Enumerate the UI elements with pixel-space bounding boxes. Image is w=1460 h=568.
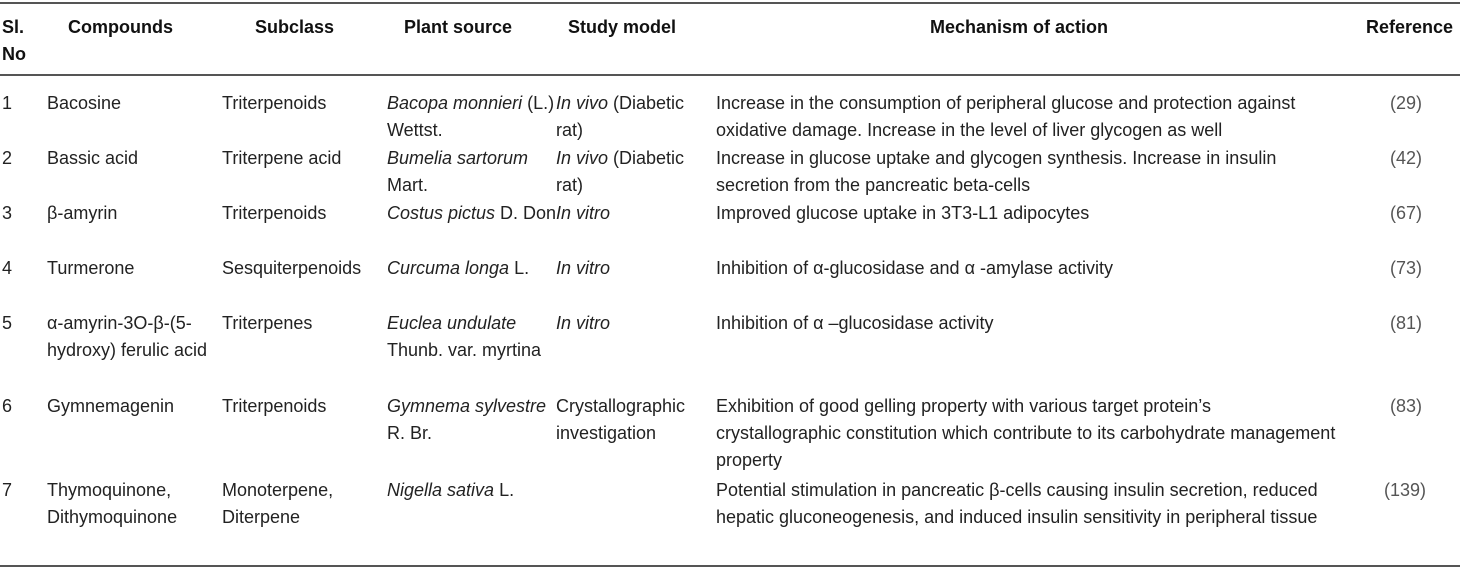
row-3-model: In vitro xyxy=(556,203,611,223)
row-2-compound: Bassic acid xyxy=(47,148,139,168)
row-4-mechanism: Inhibition of α-glucosidase and α -amylase activity xyxy=(716,258,1114,278)
row-6-subclass: Triterpenoids xyxy=(222,396,327,416)
row-5-no: 5 xyxy=(2,313,13,333)
header-mechanism: Mechanism of action xyxy=(930,17,1109,37)
header-reference: Reference xyxy=(1366,17,1454,37)
row-2-reference: (42) xyxy=(1390,148,1423,168)
row-3-compound: β-amyrin xyxy=(47,203,118,223)
row-6-model: Crystallographic investigation xyxy=(556,396,686,443)
row-5-subclass: Triterpenes xyxy=(222,313,313,333)
row-2-source: Bumelia sartorum Mart. xyxy=(387,148,529,195)
row-7-compound: Thymoquinone, Dithymoquinone xyxy=(47,480,178,527)
row-4-reference: (73) xyxy=(1390,258,1423,278)
row-4-no: 4 xyxy=(2,258,13,278)
row-1-mechanism: Increase in the consumption of peripheral glucose and protection against oxidative damage. Increase in the level of liver glycogen as well xyxy=(716,93,1296,140)
row-1-model: In vivo (Diabetic rat) xyxy=(556,93,685,140)
row-6-compound: Gymnemagenin xyxy=(47,396,175,416)
row-5-model: In vitro xyxy=(556,313,611,333)
table-header-rule xyxy=(0,74,1460,76)
row-6-source: Gymnema sylvestre R. Br. xyxy=(387,396,547,443)
row-3-reference: (67) xyxy=(1390,203,1423,223)
row-4-model: In vitro xyxy=(556,258,611,278)
table-bottom-rule xyxy=(0,565,1460,567)
row-3-source: Costus pictus D. Don xyxy=(387,203,557,223)
row-6-no: 6 xyxy=(2,396,13,416)
row-5-compound: α-amyrin-3O-β-(5-hydroxy) ferulic acid xyxy=(47,313,208,360)
row-2-subclass: Triterpene acid xyxy=(222,148,342,168)
row-1-reference: (29) xyxy=(1390,93,1423,113)
row-7-reference: (139) xyxy=(1384,480,1427,500)
row-5-mechanism: Inhibition of α –glucosidase activity xyxy=(716,313,994,333)
table-top-rule xyxy=(0,2,1460,4)
row-1-source: Bacopa monnieri (L.) Wettst. xyxy=(387,93,555,140)
row-1-no: 1 xyxy=(2,93,13,113)
header-plant-source: Plant source xyxy=(404,17,513,37)
row-2-model: In vivo (Diabetic rat) xyxy=(556,148,685,195)
row-5-reference: (81) xyxy=(1390,313,1423,333)
row-7-source: Nigella sativa L. xyxy=(387,480,515,500)
row-3-no: 3 xyxy=(2,203,13,223)
row-2-no: 2 xyxy=(2,148,13,168)
row-2-mechanism: Increase in glucose uptake and glycogen synthesis. Increase in insulin secretion from the pancreatic beta-cells xyxy=(716,148,1277,195)
row-7-subclass: Monoterpene, Diterpene xyxy=(222,480,334,527)
row-6-reference: (83) xyxy=(1390,396,1423,416)
row-3-subclass: Triterpenoids xyxy=(222,203,327,223)
row-5-source: Euclea undulate Thunb. var. myrtina xyxy=(387,313,542,360)
row-1-subclass: Triterpenoids xyxy=(222,93,327,113)
row-6-mechanism: Exhibition of good gelling property with various target protein’s crystallographic constitution which contribute to its carbohydrate management property xyxy=(716,396,1336,470)
header-sl-no: Sl. No xyxy=(2,17,26,64)
row-4-compound: Turmerone xyxy=(47,258,135,278)
header-subclass: Subclass xyxy=(255,17,335,37)
row-3-mechanism: Improved glucose uptake in 3T3-L1 adipocytes xyxy=(716,203,1090,223)
row-7-mechanism: Potential stimulation in pancreatic β-cells causing insulin secretion, reduced hepatic gluconeogenesis, and induced insulin sensitivity in peripheral tissue xyxy=(716,480,1318,527)
row-7-no: 7 xyxy=(2,480,13,500)
row-4-subclass: Sesquiterpenoids xyxy=(222,258,362,278)
header-compounds: Compounds xyxy=(68,17,173,37)
row-1-compound: Bacosine xyxy=(47,93,122,113)
header-study-model: Study model xyxy=(568,17,677,37)
row-4-source: Curcuma longa L. xyxy=(387,258,530,278)
